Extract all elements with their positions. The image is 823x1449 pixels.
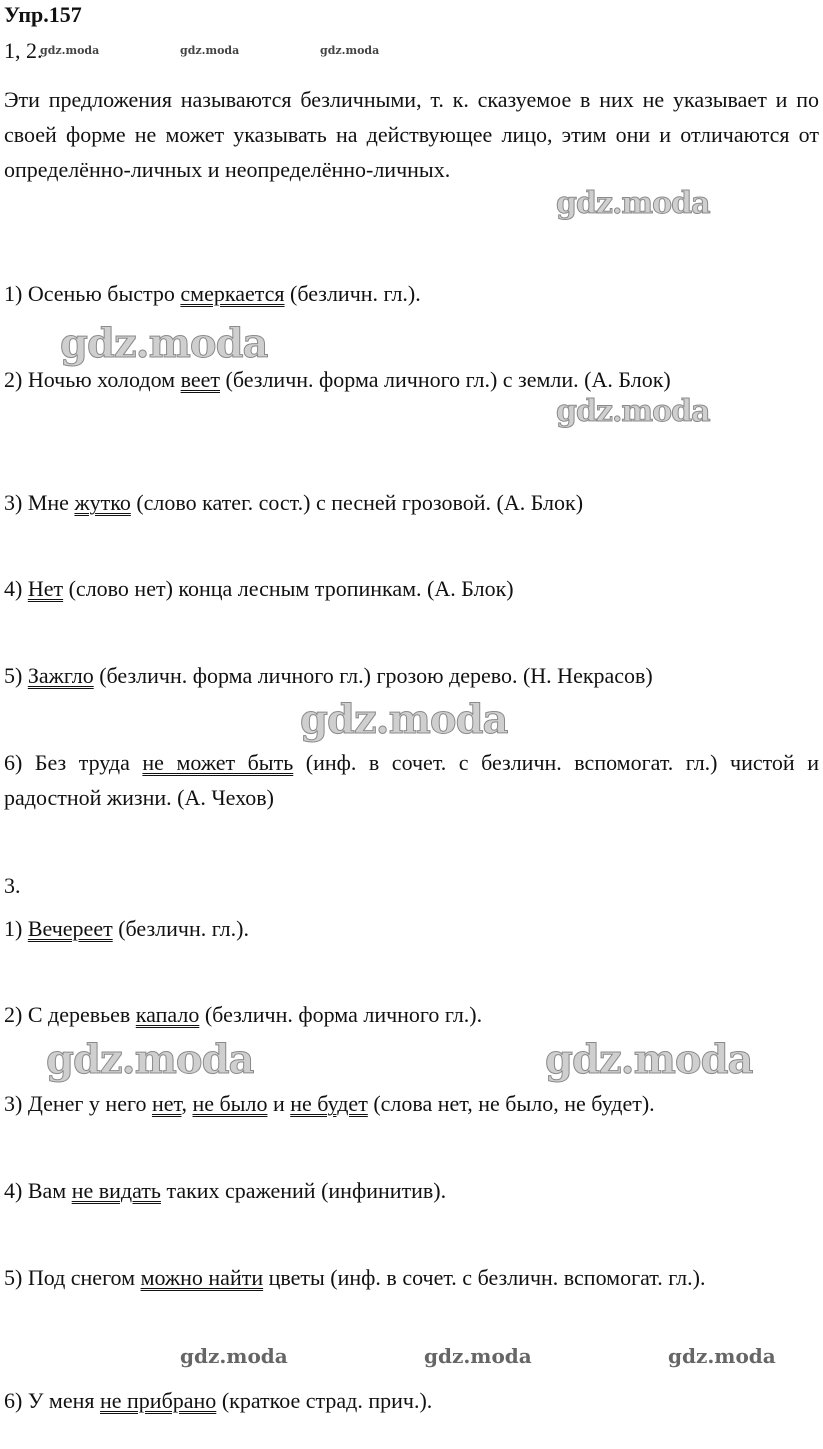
sentence-text: 2) С деревьев — [4, 1002, 136, 1027]
predicate: не видать — [71, 1178, 161, 1203]
watermark: gdz.moda — [556, 186, 710, 221]
sentence-text: таких сражений (инфинитив). — [160, 1178, 447, 1203]
intro-paragraph: Эти предложения называются безличными, т. к. сказуемое в них не указывает и по своей форме не может указывать на действующее лицо, этим они и отличаются от определённо-личных и неопределённо-личных. — [4, 87, 819, 182]
watermark: gdz.moda — [180, 1344, 288, 1368]
sentence-1-1 — [4, 276, 819, 311]
watermark: gdz.moda — [180, 44, 240, 57]
sentence-3-3 — [4, 1086, 819, 1121]
watermark: gdz.moda — [40, 44, 100, 57]
sentence-text: 4) — [4, 576, 28, 601]
predicate: капало — [135, 1002, 200, 1027]
sentence-text: 5) — [4, 663, 28, 688]
sentence-text: (краткое страд. прич.). — [216, 1388, 433, 1413]
watermark: gdz.moda — [556, 394, 710, 429]
sentence-text: 4) Вам — [4, 1178, 72, 1203]
watermark: gdz.moda — [668, 1344, 776, 1368]
section-label-1-2: 1, 2. — [4, 38, 43, 63]
sentence-text: (безличн. форма личного гл.) грозою дерево. (Н. Некрасов) — [93, 663, 653, 688]
predicate: Вечереет — [27, 916, 113, 941]
sentence-text: (слова нет, не было, не будет). — [367, 1091, 655, 1116]
sentence-1-6 — [4, 745, 819, 815]
sentence-1-5 — [4, 658, 819, 693]
sentence-text: 6) Без труда — [4, 750, 143, 775]
sentence-text: и — [267, 1091, 291, 1116]
sentence-text: (безличн. форма личного гл.). — [199, 1002, 483, 1027]
predicate: не было — [192, 1091, 268, 1116]
predicate: жутко — [74, 490, 131, 515]
sentence-text: , — [181, 1091, 193, 1116]
sentence-text: (безличн. гл.). — [284, 281, 421, 306]
sentence-text: цветы (инф. в сочет. с безличн. вспомогат. гл.). — [263, 1265, 706, 1290]
sentence-text: (слово нет) конца лесным тропинкам. (А. Блок) — [63, 576, 514, 601]
sentence-3-2 — [4, 997, 819, 1032]
predicate: Зажгло — [27, 663, 94, 688]
watermark: gdz.moda — [300, 696, 508, 743]
watermark: gdz.moda — [320, 44, 380, 57]
sentence-text: 3) Денег у него — [4, 1091, 152, 1116]
predicate: можно найти — [140, 1265, 264, 1290]
sentence-text: (безличн. форма личного гл.) с земли. (А. Блок) — [220, 367, 671, 392]
sentence-text: 1) — [4, 916, 28, 941]
predicate: веет — [180, 367, 220, 392]
predicate: не будет — [290, 1091, 368, 1116]
exercise-title: Упр.157 — [4, 2, 82, 27]
sentence-3-4 — [4, 1173, 819, 1208]
watermark: gdz.moda — [545, 1036, 753, 1083]
watermark: gdz.moda — [60, 320, 268, 367]
watermark: gdz.moda — [424, 1344, 532, 1368]
sentence-1-4 — [4, 571, 819, 606]
sentence-text: 3) Мне — [4, 490, 75, 515]
watermark: gdz.moda — [46, 1036, 254, 1083]
sentence-1-2 — [4, 362, 819, 397]
predicate: не прибрано — [99, 1388, 217, 1413]
sentence-text: 1) Осенью быстро — [4, 281, 181, 306]
predicate: Нет — [27, 576, 64, 601]
sentence-text: 2) Ночью холодом — [4, 367, 181, 392]
sentence-text: 6) У меня — [4, 1388, 100, 1413]
sentence-text: 5) Под снегом — [4, 1265, 141, 1290]
section-label-3: 3. — [4, 873, 21, 898]
predicate: смеркается — [180, 281, 285, 306]
predicate: нет — [151, 1091, 182, 1116]
sentence-text: (инф. в сочет. с безличн. вспомогат. гл.) чистой и радостной жизни. (А. Чехов) — [4, 750, 819, 810]
sentence-text: (слово катег. сост.) с песней грозовой. (А. Блок) — [130, 490, 584, 515]
sentence-3-5 — [4, 1260, 819, 1295]
sentence-3-6 — [4, 1383, 819, 1418]
sentence-text: (безличн. гл.). — [112, 916, 249, 941]
predicate: не может быть — [142, 750, 294, 775]
sentence-1-3 — [4, 485, 819, 520]
sentence-3-1 — [4, 911, 819, 946]
